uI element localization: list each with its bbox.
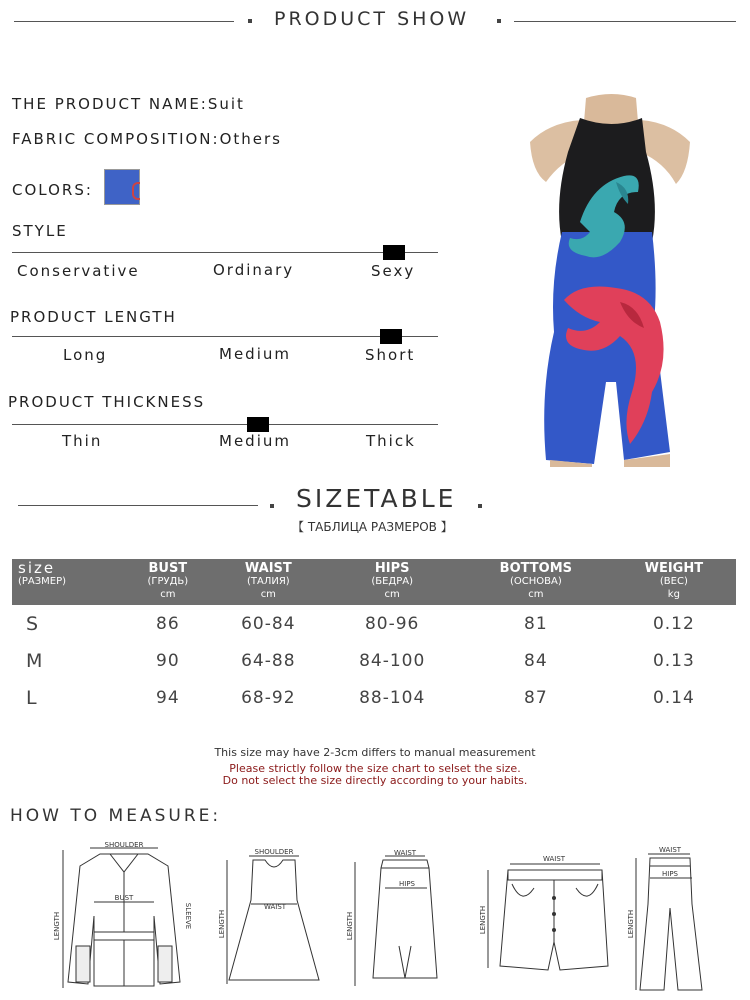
col-header-bust	[123, 559, 212, 605]
product-name-row	[12, 95, 245, 113]
fabric-row	[12, 130, 282, 148]
cell-bust: 86	[156, 613, 180, 634]
col-header-bottoms-label: BOTTOMS	[499, 561, 573, 576]
col-header-bust-ru: (ГРУДЬ)	[147, 576, 189, 587]
cell-hips: 80-96	[364, 613, 420, 634]
col-header-hips	[324, 559, 460, 605]
jacket-length-label: LENGTH	[53, 911, 61, 941]
shorts-waist-label: WAIST	[542, 855, 566, 863]
cell-size: S	[26, 612, 40, 635]
jacket-sleeve-label: SLEEVE	[184, 902, 192, 930]
pants-diagram	[622, 844, 712, 996]
col-header-size	[12, 559, 123, 605]
cell-size: M	[26, 649, 44, 672]
cell-size: L	[26, 686, 38, 709]
skirt-waist-label: WAIST	[393, 849, 417, 857]
fabric-label: FABRIC COMPOSITION:	[12, 130, 220, 148]
cell-weight: 0.14	[652, 687, 695, 708]
skirt-diagram	[345, 846, 445, 996]
cell-bust: 94	[156, 687, 180, 708]
length-label: PRODUCT LENGTH	[10, 308, 177, 326]
skirt-length-label: LENGTH	[346, 911, 354, 941]
note-follow-chart: Please strictly follow the size chart to selset the size.	[229, 762, 521, 775]
length-scale-line	[12, 336, 438, 337]
thickness-scale-marker	[247, 417, 269, 432]
col-header-bust-label: BUST	[148, 561, 188, 576]
sizetable-title: SIZETABLE	[296, 484, 457, 513]
table-row	[12, 642, 736, 679]
col-header-waist-ru: (ТАЛИЯ)	[246, 576, 290, 587]
col-header-hips-unit: cm	[384, 589, 400, 600]
size-table	[12, 559, 736, 716]
shorts-length-label: LENGTH	[479, 905, 487, 935]
sizetable-dot-left	[270, 504, 274, 508]
cell-waist: 60-84	[241, 613, 296, 634]
header-dot-left	[248, 19, 252, 23]
color-swatch-blue[interactable]	[104, 169, 140, 205]
col-header-bottoms-unit: cm	[528, 589, 544, 600]
col-header-size-label: size	[18, 559, 56, 577]
page-title: PRODUCT SHOW	[274, 8, 470, 30]
style-option-ordinary: Ordinary	[213, 261, 295, 279]
thickness-scale-line	[12, 424, 438, 425]
col-header-weight-unit: kg	[667, 589, 680, 600]
cell-hips: 88-104	[359, 687, 426, 708]
thickness-option-thin: Thin	[62, 432, 103, 450]
cell-waist: 68-92	[241, 687, 296, 708]
dress-diagram	[215, 844, 325, 994]
length-option-short: Short	[365, 346, 416, 364]
col-header-waist	[212, 559, 324, 605]
col-header-weight	[612, 559, 736, 605]
style-option-conservative: Conservative	[17, 262, 140, 280]
jacket-shoulder-label: SHOULDER	[104, 841, 144, 849]
length-option-long: Long	[63, 346, 108, 364]
shorts-diagram	[476, 848, 626, 978]
header-divider-right	[514, 21, 736, 22]
style-scale-marker	[383, 245, 405, 260]
skirt-hips-label: HIPS	[399, 880, 415, 888]
colors-label: COLORS:	[12, 181, 93, 199]
length-option-medium: Medium	[219, 345, 291, 363]
how-to-measure-title: HOW TO MEASURE:	[10, 806, 222, 826]
length-scale-marker	[380, 329, 402, 344]
cell-weight: 0.12	[652, 613, 695, 634]
col-header-size-ru: (РАЗМЕР)	[18, 576, 67, 587]
style-label: STYLE	[12, 222, 68, 240]
thickness-label: PRODUCT THICKNESS	[8, 393, 206, 411]
style-option-sexy: Sexy	[371, 262, 416, 280]
jacket-bust-label: BUST	[114, 894, 134, 902]
pants-length-label: LENGTH	[627, 909, 635, 939]
sizetable-divider-left	[18, 505, 258, 506]
sizetable-dot-right	[478, 504, 482, 508]
pants-hips-label: HIPS	[662, 870, 678, 878]
cell-weight: 0.13	[652, 650, 695, 671]
cell-hips: 84-100	[359, 650, 426, 671]
col-header-hips-label: HIPS	[374, 561, 410, 576]
col-header-weight-label: WEIGHT	[644, 561, 704, 576]
header-divider-left	[14, 21, 234, 22]
cell-waist: 64-88	[241, 650, 296, 671]
col-header-waist-unit: cm	[260, 589, 276, 600]
note-measurement: This size may have 2-3cm differs to manual measurement	[214, 746, 536, 759]
cell-bottoms: 81	[524, 613, 548, 634]
dress-shoulder-label: SHOULDER	[254, 848, 294, 856]
cell-bust: 90	[156, 650, 180, 671]
col-header-bust-unit: cm	[160, 589, 176, 600]
cell-bottoms: 87	[524, 687, 548, 708]
style-scale-line	[12, 252, 438, 253]
product-name-value: Suit	[207, 95, 245, 113]
mannequin-neck	[584, 94, 638, 126]
col-header-bottoms-ru: (ОСНОВА)	[509, 576, 562, 587]
jacket-diagram	[50, 836, 200, 996]
product-name-label: THE PRODUCT NAME:	[12, 95, 208, 113]
pants-waist-label: WAIST	[658, 846, 682, 854]
col-header-bottoms	[460, 559, 612, 605]
product-photo	[520, 92, 700, 467]
col-header-weight-ru: (ВЕС)	[659, 576, 688, 587]
sizetable-subtitle: 【 ТАБЛИЦА РАЗМЕРОВ 】	[292, 520, 453, 534]
col-header-waist-label: WAIST	[244, 561, 292, 576]
table-row	[12, 605, 736, 642]
note-habits: Do not select the size directly according to your habits.	[222, 774, 528, 787]
dress-length-label: LENGTH	[218, 909, 226, 939]
fabric-value: Others	[219, 130, 282, 148]
header-dot-right	[497, 19, 501, 23]
table-row	[12, 679, 736, 716]
col-header-hips-ru: (БЕДРА)	[371, 576, 413, 587]
cell-bottoms: 84	[524, 650, 548, 671]
thickness-option-medium: Medium	[219, 432, 291, 450]
size-table-header-row	[12, 559, 736, 605]
dress-waist-label: WAIST	[263, 903, 287, 911]
thickness-option-thick: Thick	[366, 432, 416, 450]
